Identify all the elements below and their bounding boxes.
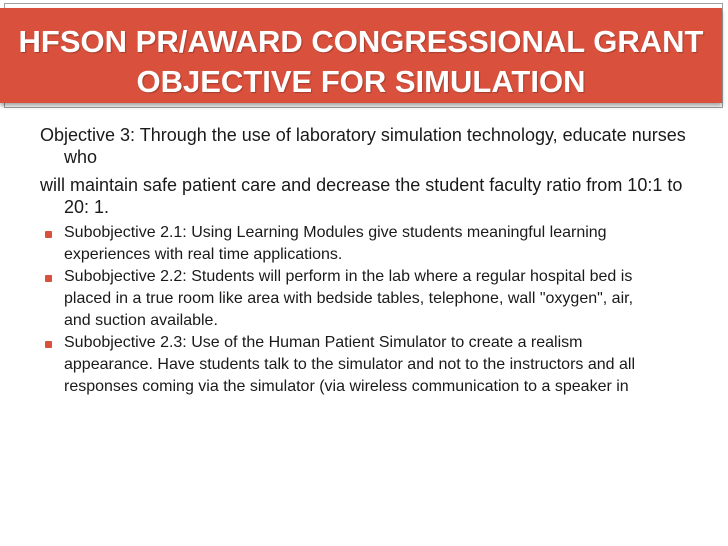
title-bar: [0, 8, 722, 103]
bullet-line: Subobjective 2.3: Use of the Human Patient Simulator to create a realism: [64, 334, 583, 351]
bullet-line: responses coming via the simulator (via wireless communication to a speaker in: [64, 378, 629, 395]
objective-paragraph: Objective 3: Through the use of laboratory simulation technology, educate nurses who: [40, 125, 686, 167]
bullet-square-icon: [45, 341, 52, 348]
bullet-square-icon: [45, 231, 52, 238]
bullet-line: Subobjective 2.2: Students will perform in the lab where a regular hospital bed is: [64, 268, 633, 285]
title-frame-bottom-border: [4, 107, 722, 108]
bullet-line: placed in a true room like area with bedside tables, telephone, wall "oxygen", air,: [64, 290, 634, 307]
bullet-item: [40, 268, 710, 330]
bullet-item: [40, 334, 710, 396]
bullet-line: experiences with real time applications.: [64, 246, 343, 263]
slide-body: [40, 124, 710, 400]
slide-title-line-1: HFSON PR/AWARD CONGRESSIONAL GRANT: [18, 24, 704, 59]
bullet-item: [40, 224, 710, 264]
objective-paragraph: will maintain safe patient care and decrease the student faculty ratio from 10:1 to 20: 1.: [40, 175, 683, 217]
title-frame-top-border: [4, 3, 722, 4]
bullet-line: and suction available.: [64, 312, 218, 329]
slide-title-line-2: OBJECTIVE FOR SIMULATION: [136, 64, 586, 99]
title-frame-right-border: [722, 3, 723, 108]
bullet-line: appearance. Have students talk to the simulator and not to the instructors and all: [64, 356, 635, 373]
bullet-line: Subobjective 2.1: Using Learning Modules give students meaningful learning: [64, 224, 607, 241]
bullet-square-icon: [45, 275, 52, 282]
